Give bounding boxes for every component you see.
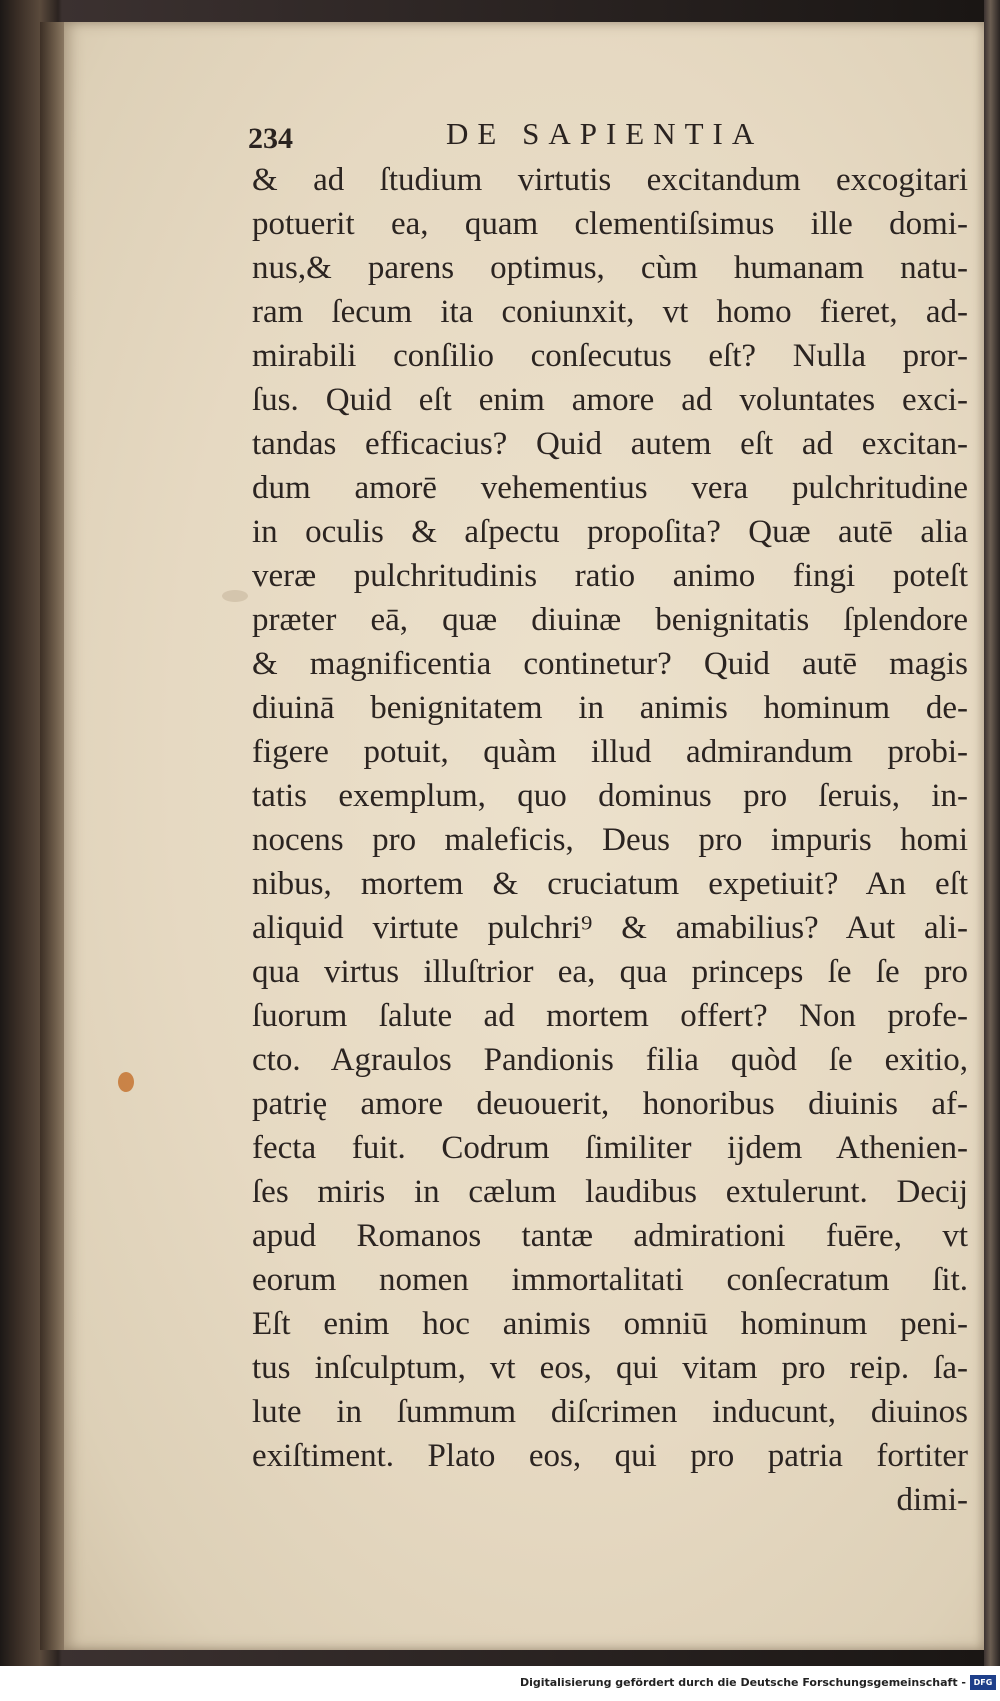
footer-bar <box>0 1666 1000 1701</box>
text-line: lute in ſummum diſcrimen inducunt, diuinos <box>252 1394 968 1430</box>
text-line: tus inſculptum, vt eos, qui vitam pro reip. ſa- <box>252 1350 968 1386</box>
text-line: ſus. Quid eſt enim amore ad voluntates exci- <box>252 382 968 418</box>
funding-credit: Digitalisierung gefördert durch die Deutsche Forschungsgemeinschaft - <box>519 1676 966 1689</box>
page-gutter <box>40 22 64 1650</box>
text-line: patrię amore deuouerit, honoribus diuinis af- <box>252 1086 968 1122</box>
text-line: ram ſecum ita coniunxit, vt homo fieret, ad- <box>252 294 968 330</box>
text-line: aliquid virtute pulchri⁹ & amabilius? Aut ali- <box>252 910 968 946</box>
text-line: & ad ſtudium virtutis excitandum excogitari <box>252 162 968 198</box>
text-line: nus,& parens optimus, cùm humanam natu- <box>252 250 968 286</box>
text-line: mirabili conſilio conſecutus eſt? Nulla pror- <box>252 338 968 374</box>
text-line: eorum nomen immortalitati conſecratum ſit. <box>252 1262 968 1298</box>
text-line: dimi- <box>896 1482 968 1518</box>
text-line: qua virtus illuſtrior ea, qua princeps ſe ſe pro <box>252 954 968 990</box>
dfg-logo: DFG <box>970 1675 996 1690</box>
text-line: tandas efficacius? Quid autem eſt ad excitan- <box>252 426 968 462</box>
text-line: exiſtiment. Plato eos, qui pro patria fortiter <box>252 1438 968 1474</box>
page-stain <box>222 590 248 602</box>
text-line: cto. Agraulos Pandionis filia quòd ſe exitio, <box>252 1042 968 1078</box>
page-stain <box>118 1072 134 1092</box>
text-line: dum amorē vehementius vera pulchritudine <box>252 470 968 506</box>
text-line: nibus, mortem & cruciatum expetiuit? An eſt <box>252 866 968 902</box>
text-line: præter eā, quæ diuinæ benignitatis ſplendore <box>252 602 968 638</box>
text-line: potuerit ea, quam clementiſsimus ille domi- <box>252 206 968 242</box>
text-line: nocens pro maleficis, Deus pro impuris homi <box>252 822 968 858</box>
text-line: figere potuit, quàm illud admirandum probi- <box>252 734 968 770</box>
text-line: in oculis & aſpectu propoſita? Quæ autē alia <box>252 514 968 550</box>
body-text <box>252 158 968 1522</box>
scan-edge <box>984 0 1000 1666</box>
text-line: apud Romanos tantæ admirationi fuēre, vt <box>252 1218 968 1254</box>
text-line: tatis exemplum, quo dominus pro ſeruis, in- <box>252 778 968 814</box>
text-line: & magnificentia continetur? Quid autē magis <box>252 646 968 682</box>
running-header <box>248 116 968 162</box>
text-line: ſes miris in cælum laudibus extulerunt. Decij <box>252 1174 968 1210</box>
text-line: Eſt enim hoc animis omniū hominum peni- <box>252 1306 968 1342</box>
text-line: veræ pulchritudinis ratio animo fingi poteſt <box>252 558 968 594</box>
text-line: diuinā benignitatem in animis hominum de- <box>252 690 968 726</box>
text-line: fecta fuit. Codrum ſimiliter ijdem Athenien- <box>252 1130 968 1166</box>
running-title: DE SAPIENTIA <box>446 116 764 151</box>
page-number: 234 <box>248 122 293 155</box>
text-line: ſuorum ſalute ad mortem offert? Non profe- <box>252 998 968 1034</box>
